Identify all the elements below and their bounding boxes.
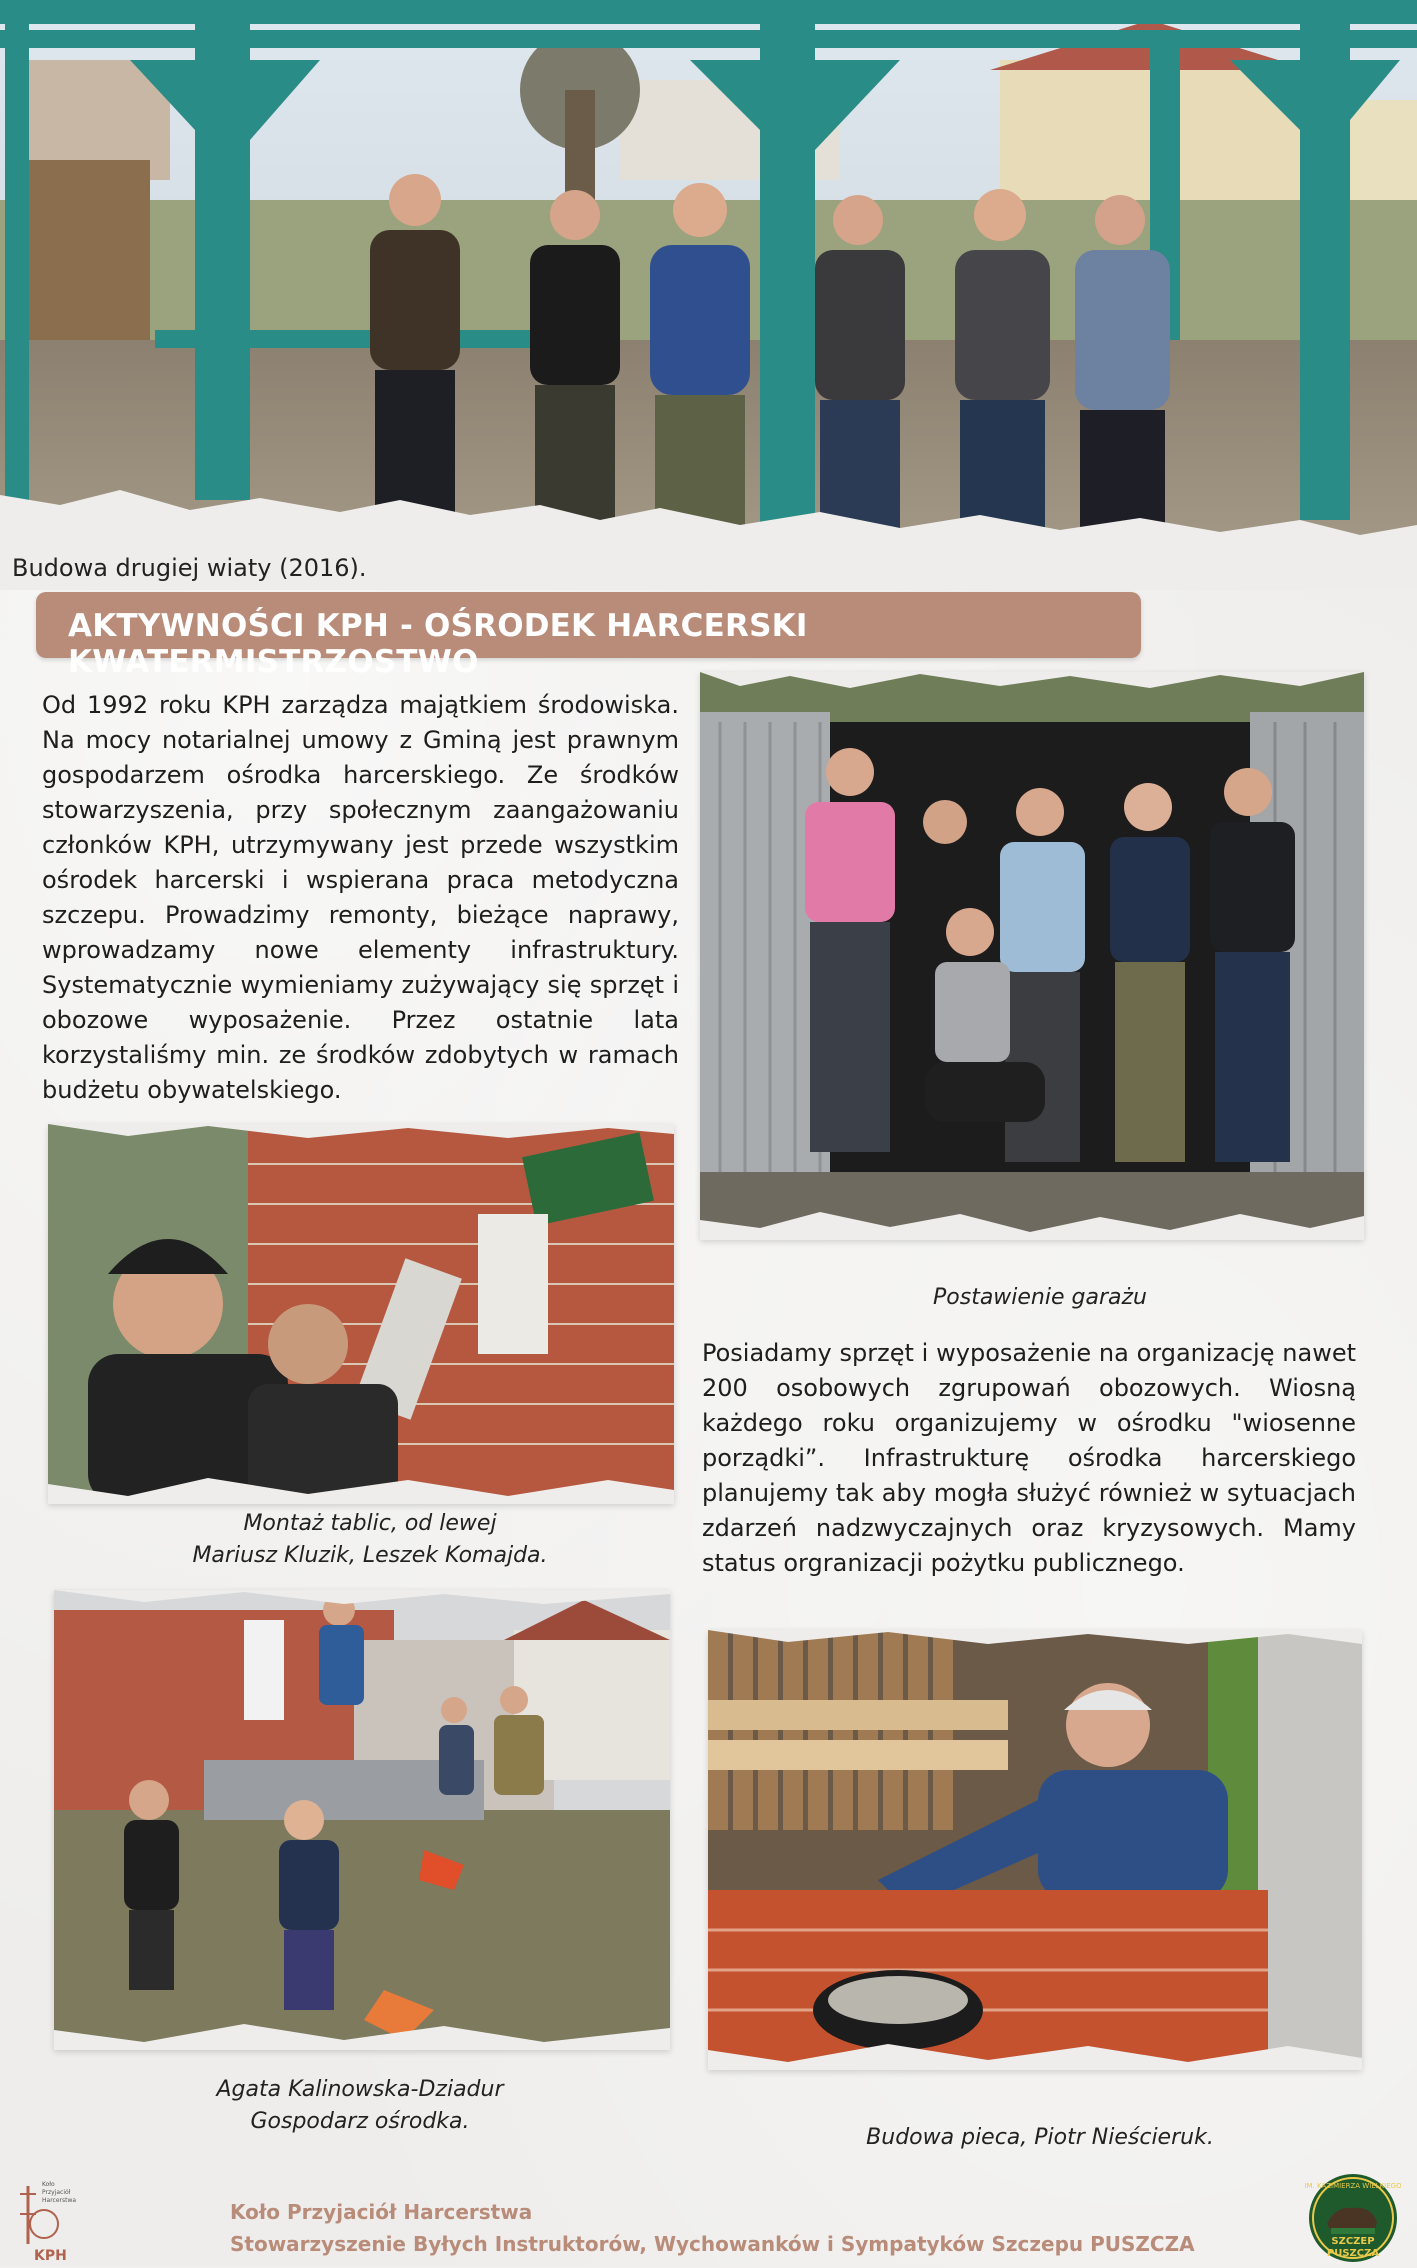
kph-logo-line-2: Przyjaciół: [42, 2189, 71, 2196]
equipment-paragraph: Posiadamy sprzęt i wyposażenie na organizację nawet 200 osobowych zgrupowań obozowych. Wiosną każdego roku organizujemy w ośrodku "wiosenne porządki”. Infrastrukturę ośrodka harcerskiego planujemy tak aby mogła służyć również w sytuacjach zdarzeń nadzwyczajnych oraz kryzysowych. Mamy status orgranizacji pożytku publicznego.: [702, 1339, 1356, 1577]
intro-paragraph: Od 1992 roku KPH zarządza majątkiem środowiska. Na mocy notarialnej umowy z Gminą jest prawnym gospodarzem ośrodka harcerskiego. Ze środków stowarzyszenia, przy społecznym zaangażowaniu członków KPH, utrzymywany jest przede wszystkim ośrodek harcerski i wspierana praca metodyczna szczepu. Prowadzimy remonty, bieżące naprawy, wprowadzamy nowe elementy infrastruktury. Systematycznie wymieniamy zużywający się sprzęt i obozowe wyposażenie. Przez ostatnie lata korzystaliśmy min. ze środków zdobytych w ramach budżetu obywatelskiego.: [42, 691, 679, 1104]
plaques-caption-2: Mariusz Kluzik, Leszek Komajda.: [192, 1543, 548, 1568]
section-title-banner: [36, 592, 1141, 680]
logo-szczep-text: SZCZEP: [1331, 2236, 1375, 2247]
plaques-caption-1: Montaż tablic, od lewej: [243, 1511, 497, 1536]
garage-photo: [700, 672, 1364, 1240]
logo-ring-text: IM. KAZIMIERZA WIELKIEGO: [1305, 2182, 1401, 2190]
footer: [0, 2170, 1417, 2266]
cleanup-caption-2: Gospodarz ośrodka.: [250, 2109, 470, 2134]
cleanup-caption-1: Agata Kalinowska-Dziadur: [216, 2077, 504, 2102]
top-photo-caption: Budowa drugiej wiaty (2016).: [12, 554, 367, 582]
oven-photo: [708, 1630, 1362, 2070]
footer-organization-fullname: Stowarzyszenie Byłych Instruktorów, Wychowanków i Sympatyków Szczepu PUSZCZA: [230, 2232, 1195, 2256]
footer-organization-name: Koło Przyjaciół Harcerstwa: [230, 2200, 533, 2224]
garage-caption: Postawienie garażu: [933, 1285, 1147, 1310]
plaques-photo: [48, 1124, 674, 1504]
kph-logo-abbr: KPH: [34, 2248, 67, 2264]
logo-puszcza-text: PUSZCZA: [1326, 2248, 1380, 2259]
szczep-puszcza-logo: [1305, 2172, 1401, 2264]
kph-logo: [14, 2174, 84, 2264]
kph-logo-line-1: Koło: [42, 2181, 55, 2188]
cleanup-photo: [54, 1590, 670, 2050]
oven-caption: Budowa pieca, Piotr Nieścieruk.: [866, 2125, 1214, 2150]
top-photo-shelter-construction: [0, 0, 1417, 590]
section-title: AKTYWNOŚCI KPH - OŚRODEK HARCERSKI KWATERMISTRZOSTWO: [68, 608, 808, 680]
kph-logo-line-3: Harcerstwa: [42, 2197, 77, 2204]
